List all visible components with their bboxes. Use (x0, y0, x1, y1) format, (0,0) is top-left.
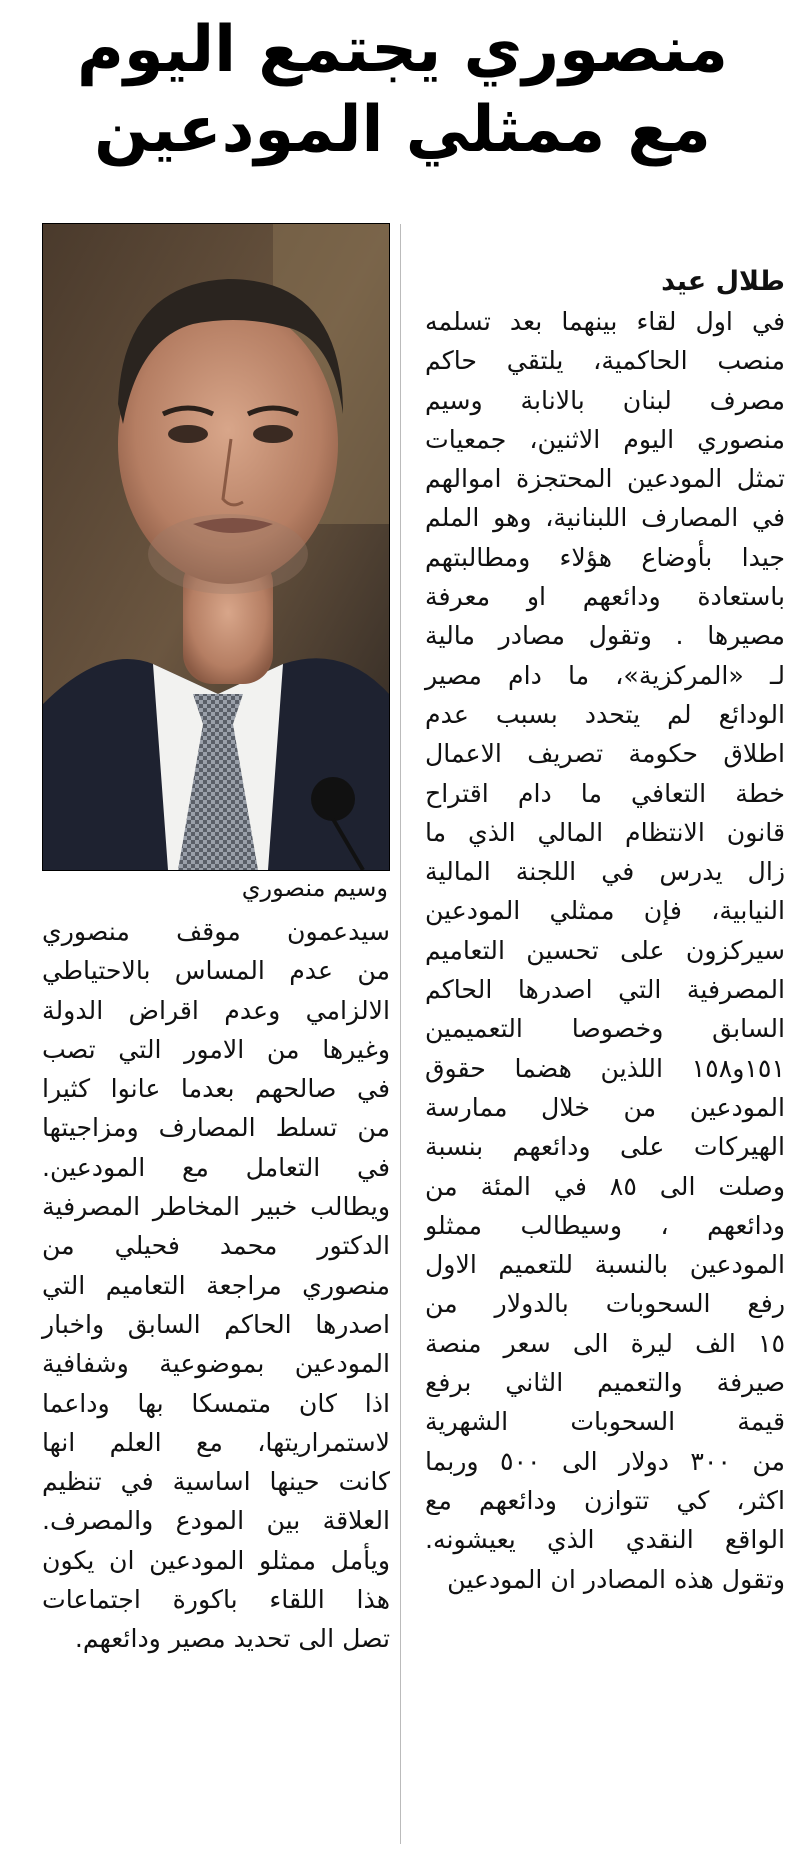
article-line: ١٥١و١٥٨ اللذين هضما حقوق (425, 1053, 785, 1083)
portrait-photo (42, 223, 390, 871)
article-line: العلاقة بين المودع والمصرف. (42, 1506, 390, 1536)
article-line: الواقع النقدي الذي يعيشونه. (425, 1525, 785, 1555)
article-line: سيركزون على تحسين التعاميم (425, 935, 785, 965)
article-line: اصدرها الحاكم السابق واخبار (42, 1309, 390, 1339)
article-line: النيابية، فإن ممثلي المودعين (425, 896, 785, 926)
article-left-column (42, 912, 390, 1659)
column-divider (400, 224, 401, 1844)
article-line: وغيرها من الامور التي تصب (42, 1034, 390, 1064)
article-line: قانون الانتظام المالي الذي ما (425, 817, 785, 847)
article-line: المودعين بموضوعية وشفافية (42, 1349, 390, 1379)
article-line: زال يدرس في اللجنة المالية (425, 857, 785, 887)
headline (20, 10, 785, 170)
article-line: صيرفة والتعميم الثاني برفع (425, 1368, 785, 1398)
article-line: وتقول هذه المصادر ان المودعين (447, 1564, 785, 1594)
byline: طلال عيد (661, 266, 785, 297)
article-line: وصلت الى ٨٥ في المئة من (425, 1171, 785, 1201)
article-line: ١٥ الف ليرة الى سعر منصة (425, 1328, 785, 1358)
article-line: المودعين بالنسبة للتعميم الاول (425, 1250, 785, 1280)
article-line: مصرف لبنان بالانابة وسيم (425, 385, 785, 415)
article-line: الهيركات على ودائعهم بنسبة (425, 1132, 785, 1162)
article-line: لـ «المركزية»، ما دام مصير (425, 660, 785, 690)
article-line: مصيرها . وتقول مصادر مالية (425, 621, 785, 651)
article-line: لاستمراريتها، مع العلم انها (42, 1427, 390, 1457)
photo-caption: وسيم منصوري (241, 874, 388, 902)
article-line: في اول لقاء بينهما بعد تسلمه (425, 307, 785, 336)
article-line: قيمة السحوبات الشهرية (425, 1407, 785, 1437)
article-line: اكثر، كي تتوازن ودائعهم مع (425, 1485, 785, 1515)
article-line: اطلاق حكومة تصريف الاعمال (425, 739, 785, 769)
article-line: تصل الى تحديد مصير ودائعهم. (74, 1624, 390, 1654)
article-line: في المصارف اللبنانية، وهو الملم (425, 503, 785, 533)
article-line: ويأمل ممثلو المودعين ان يكون (42, 1545, 390, 1575)
article-line: ودائعهم ، وسيطالب ممثلو (425, 1210, 785, 1240)
article-line: من ٣٠٠ دولار الى ٥٠٠ وربما (425, 1446, 785, 1476)
article-line: جيدا بأوضاع هؤلاء ومطالبتهم (425, 542, 785, 572)
article-line: اذا كان متمسكا بها وداعما (42, 1388, 390, 1418)
article-line: الدكتور محمد فحيلي من (42, 1231, 390, 1261)
article-line: الالزامي وعدم اقراض الدولة (42, 995, 390, 1025)
article-line: هذا اللقاء باكورة اجتماعات (42, 1585, 390, 1615)
article-line: منصوري اليوم الاثنين، جمعيات (425, 424, 785, 454)
left-column-body (42, 912, 390, 1659)
article-line: رفع السحوبات بالدولار من (425, 1289, 785, 1319)
headline-line-2: مع ممثلي المودعين (94, 93, 711, 167)
right-column-body (425, 302, 785, 1599)
article-line: السابق وخصوصا التعميمين (425, 1014, 785, 1044)
article-line: في صالحهم بعدما عانوا كثيرا (42, 1074, 390, 1104)
article-line: من تسلط المصارف ومزاجيتها (42, 1113, 390, 1143)
article-right-column (425, 262, 785, 1599)
article-line: المودعين من خلال ممارسة (425, 1092, 785, 1122)
portrait-image (43, 224, 389, 870)
article-line: خطة التعافي ما دام اقتراح (425, 778, 785, 808)
article-line: من عدم المساس بالاحتياطي (42, 956, 390, 986)
article-line: منصوري مراجعة التعاميم التي (42, 1270, 390, 1300)
article-line: الودائع لم يتحدد بسبب عدم (425, 699, 785, 729)
headline-line-1: منصوري يجتمع اليوم (76, 13, 729, 87)
article-line: منصب الحاكمية، يلتقي حاكم (425, 346, 785, 376)
article-line: ويطالب خبير المخاطر المصرفية (42, 1192, 390, 1222)
article-line: المصرفية التي اصدرها الحاكم (425, 975, 785, 1005)
article-line: كانت حينها اساسية في تنظيم (42, 1467, 390, 1497)
article-line: سيدعمون موقف منصوري (42, 917, 390, 946)
article-line: تمثل المودعين المحتجزة اموالهم (425, 464, 785, 494)
article-line: باستعادة ودائعهم او معرفة (425, 582, 785, 612)
article-line: في التعامل مع المودعين. (42, 1152, 390, 1182)
